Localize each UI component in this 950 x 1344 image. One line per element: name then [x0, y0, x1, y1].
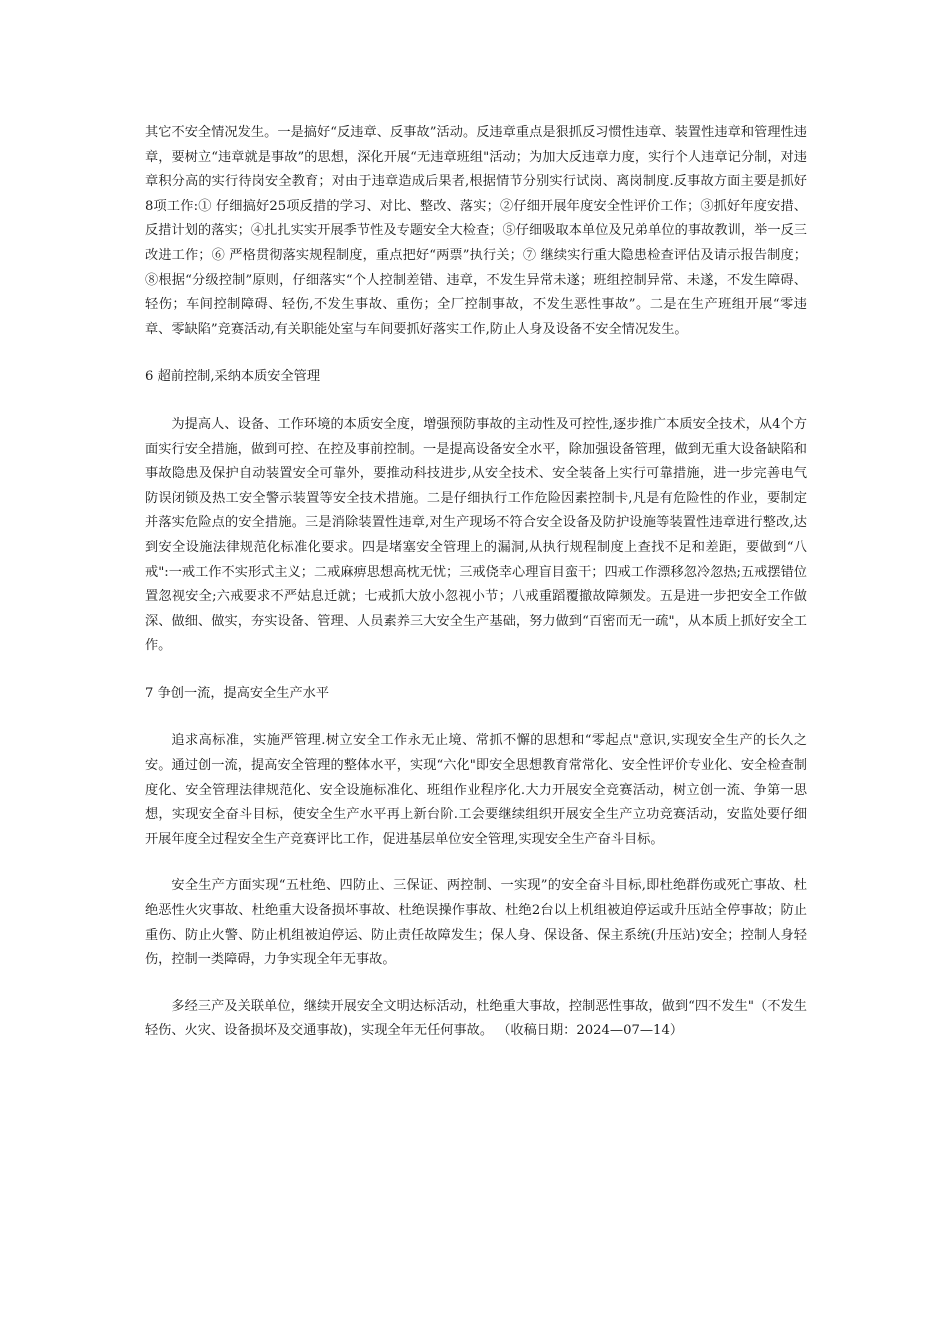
paragraph-section-6: 为提高人、设备、工作环境的本质安全度，增强预防事故的主动性及可控性,逐步推广本质安全技术，从4个方面实行安全措施，做到可控、在控及事前控制。一是提高设备安全水平，除加强设备管理，做到无重大设备缺陷和事故隐患及保护自动装置安全可靠外，要推动科技进步,从安全技术、安全装备上实行可靠措施，进一步完善电气防误闭锁及热工安全警示装置等安全技术措施。二是仔细执行工作危险因素控制卡,凡是有危险性的作业，要制定并落实危险点的安全措施。三是消除装置性违章,对生产现场不符合安全设备及防护设施等装置性违章进行整改,达到安全设施法律规范化标准化要求。四是堵塞安全管理上的漏洞,从执行规程制度上查找不足和差距，要做到“八戒":一戒工作不实形式主义；二戒麻痹思想高枕无忧；三戒侥幸心理盲目蛮干；四戒工作漂移忽冷忽热;五戒摆错位置忽视安全;六戒要求不严姑息迁就；七戒抓大放小忽视小节；八戒重蹈覆撤故障频发。五是进一步把安全工作做深、做细、做实，夯实设备、管理、人员素养三大安全生产基础，努力做到“百密而无一疏"，从本质上抓好安全工作。 [145, 416, 807, 654]
section-heading-6: 6 超前控制,采纳本质安全管理 [145, 369, 321, 385]
paragraph-continuation: 其它不安全情况发生。一是搞好“反违章、反事故”活动。反违章重点是狠抓反习惯性违章、装置性违章和管理性违章，要树立“违章就是事故”的思想，深化开展“无违章班组"活动；为加大反违章力度，实行个人违章记分制，对违章积分高的实行待岗安全教育；对由于违章造成后果者,根据情节分别实行试岗、离岗制度.反事故方面主要是抓好8项工作:① 仔细搞好25项反措的学习、对比、整改、落实；②仔细开展年度安全性评价工作；③抓好年度安措、反措计划的落实；④扎扎实实开展季节性及专题安全大检查；⑤仔细吸取本单位及兄弟单位的事故教训，举一反三改进工作；⑥ 严格贯彻落实规程制度，重点把好“两票”执行关；⑦ 继续实行重大隐患检查评估及请示报告制度；⑧根据“分级控制”原则，仔细落实“个人控制差错、违章，不发生异常未遂；班组控制异常、未遂，不发生障碍、轻伤；车间控制障碍、轻伤,不发生事故、重伤；全厂控制事故，不发生恶性事故”。二是在生产班组开展“零违章、零缺陷”竞赛活动,有关职能处室与车间要抓好落实工作,防止人身及设备不安全情况发生。 [145, 125, 807, 337]
section-heading-7: 7 争创一流，提高安全生产水平 [145, 685, 330, 701]
paragraph-section-7-c: 多经三产及关联单位，继续开展安全文明达标活动，杜绝重大事故，控制恶性事故，做到“四不发生"（不发生轻伤、火灾、设备损坏及交通事故)，实现全年无任何事故。 （收稿日期：2024—07—14） [145, 998, 807, 1039]
paragraph-section-7-a: 追求高标准，实施严管理.树立安全工作永无止境、常抓不懈的思想和“零起点"意识,实现安全生产的长久之安。通过创一流，提高安全管理的整体水平，实现“六化"即安全思想教育常常化、安全性评价专业化、安全检查制度化、安全管理法律规范化、安全设施标准化、班组作业程序化.大力开展安全竞赛活动，树立创一流、争第一思想，实现安全奋斗目标，使安全生产水平再上新台阶.工会要继续组织开展安全生产立功竞赛活动，安监处要仔细开展年度全过程安全生产竞赛评比工作，促进基层单位安全管理,实现安全生产奋斗目标。 [145, 733, 807, 847]
paragraph-section-7-b: 安全生产方面实现“五杜绝、四防止、三保证、两控制、一实现”的安全奋斗目标,即杜绝群伤或死亡事故、杜绝恶性火灾事故、杜绝重大设备损坏事故、杜绝误操作事故、杜绝2台以上机组被迫停运或升压站全停事故；防止重伤、防止火警、防止机组被迫停运、防止责任故障发生；保人身、保设备、保主系统(升压站)安全；控制人身轻伤，控制一类障碍，力争实现全年无事故。 [145, 878, 807, 968]
document-page [145, 121, 807, 1044]
